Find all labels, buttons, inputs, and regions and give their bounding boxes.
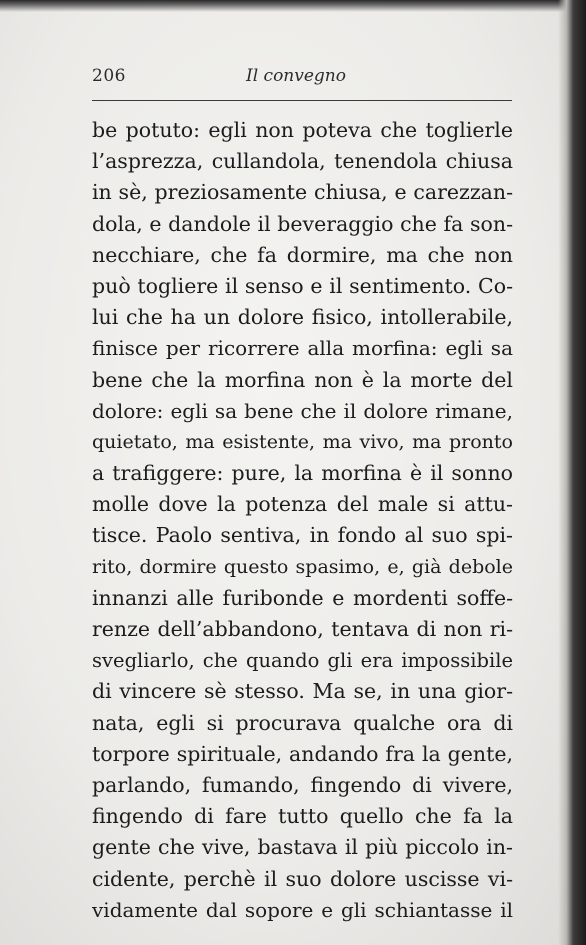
text-line: innanzi alle furibonde e mordenti soffe- (92, 585, 513, 610)
text-line: renze dell’abbandono, tentava di non ri- (92, 617, 513, 641)
text-line: finisce per ricorrere alla morfina: egli sa (92, 336, 513, 361)
body-text (92, 115, 513, 926)
text-line: tisce. Paolo sentiva, in fondo al suo spi- (92, 523, 513, 548)
text-line: bene che la morfina non è la morte del (92, 367, 513, 392)
text-line: l’asprezza, cullandola, tenendola chiusa (92, 149, 513, 174)
running-title: Il convegno (246, 66, 346, 86)
text-line: rito, dormire questo spasimo, e, già debole (92, 555, 513, 578)
page-number: 206 (92, 66, 126, 86)
text-line: torpore spirituale, andando fra la gente, (92, 741, 513, 766)
text-line: be potuto: egli non poteva che toglierle (92, 118, 513, 142)
scan-top-shadow (0, 0, 586, 12)
book-spine-edge (558, 0, 586, 945)
page-header (92, 66, 512, 100)
text-line: svegliarlo, che quando gli era impossibile (92, 649, 513, 673)
text-line: fingendo di fare tutto quello che fa la (92, 804, 513, 829)
text-line: cidente, perchè il suo dolore uscisse vi- (92, 866, 513, 891)
text-line: gente che vive, bastava il più piccolo in- (92, 835, 513, 860)
text-line: parlando, fumando, fingendo di vivere, (92, 772, 513, 797)
text-line: necchiare, che fa dormire, ma che non (92, 242, 513, 267)
text-line: può togliere il senso e il sentimento. Co- (92, 273, 513, 298)
text-line: dola, e dandole il beveraggio che fa son- (92, 211, 513, 236)
text-line: dolore: egli sa bene che il dolore rimane, (92, 398, 513, 423)
text-line: nata, egli si procurava qualche ora di (92, 710, 513, 735)
text-line: molle dove la potenza del male si attu- (92, 492, 513, 517)
header-rule (92, 100, 512, 101)
text-line: in sè, preziosamente chiusa, e carezzan- (92, 180, 513, 205)
text-line: quietato, ma esistente, ma vivo, ma pronto (92, 430, 513, 453)
text-line: di vincere sè stesso. Ma se, in una gior- (92, 679, 513, 704)
text-line: lui che ha un dolore fisico, intollerabile, (92, 305, 513, 330)
text-line: vidamente dal sopore e gli schiantasse il (92, 897, 513, 922)
text-line: a trafiggere: pure, la morfina è il sonno (92, 461, 513, 486)
